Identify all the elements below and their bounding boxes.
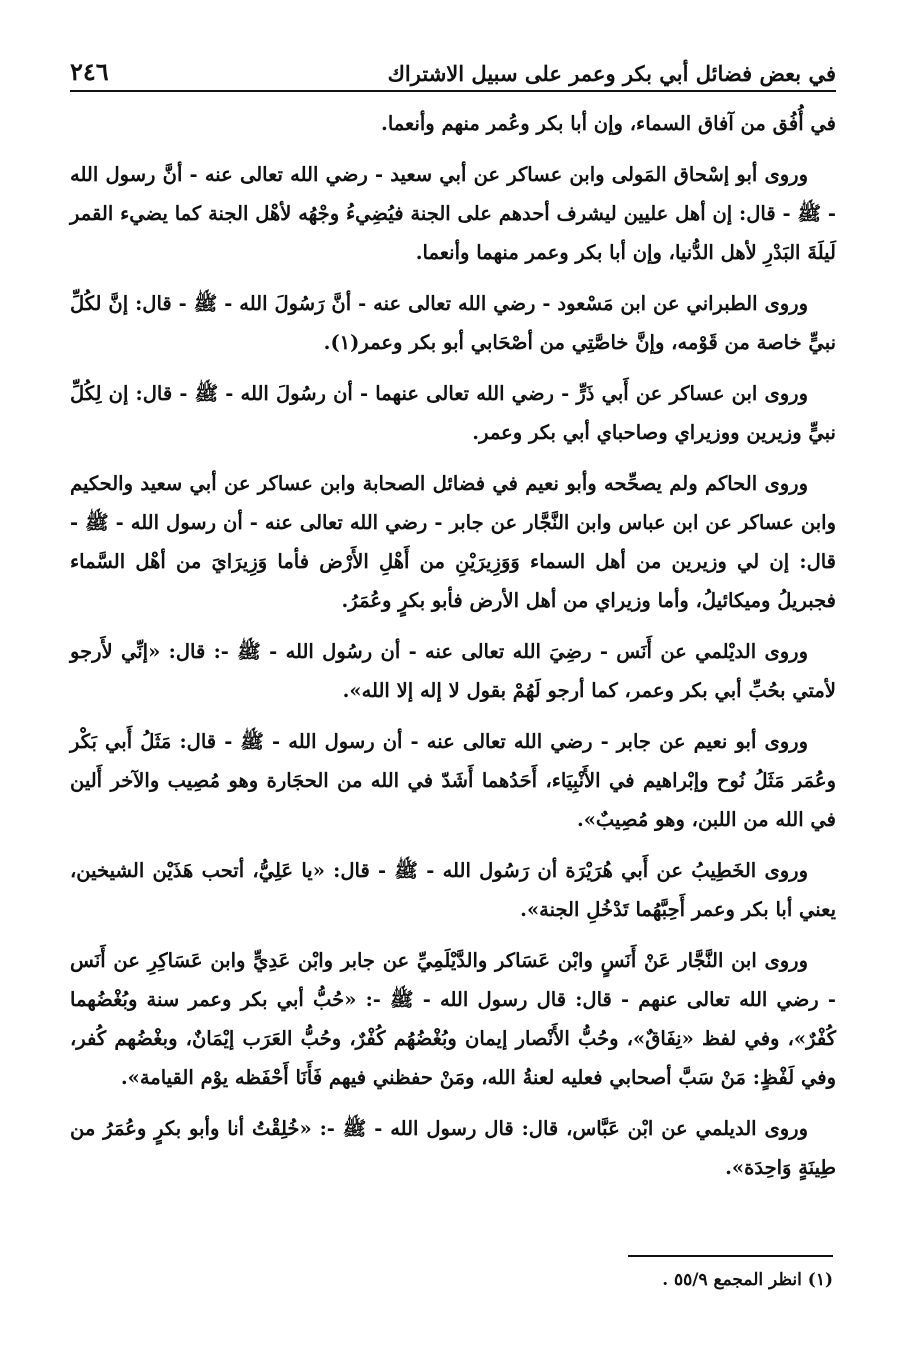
header-title: في بعض فضائل أبي بكر وعمر على سبيل الاشتراك (387, 61, 836, 86)
paragraph: وروى الديلمي عن ابْن عَبَّاس، قال: قال رسول الله - ﷺ -: «خُلِقْتُ أنا وأبو بكرٍ وعُمَرُ من طِينَةٍ وَاحِدَة». (70, 1117, 836, 1179)
main-text (70, 104, 836, 1187)
paragraph: وروى ابن عساكر عن أَبي ذَرٍّ - رضي الله تعالى عنهما - أن رسُولَ الله - ﷺ - قال: إن لِكُلِّ نبيٍّ وزيرين ووزيراي وصاحباي أبي بكر وعمر. (70, 382, 836, 444)
paragraph: وروى الخَطِيبُ عن أَبي هُرَيْرَة أن رَسُول الله - ﷺ - قال: «يا عَلِيُّ، أتحب هَذَيْن الشيخين، يعني أبا بكر وعمر أَحِبَّهُما تَدْخُلِ الجنة». (70, 859, 836, 921)
footnote: (١) انظر المجمع ٥٥/٩ . (662, 1270, 833, 1290)
paragraph: وروى الديْلمي عن أَنَس - رضِيَ الله تعالى عنه - أن رسُول الله - ﷺ -: قال: «إنِّي لأَرجو لأمتي بحُبِّ أبي بكر وعمر، كما أرجو لَهُمْ بقول لا إله إلا الله». (70, 640, 836, 702)
page-number: ٢٤٦ (70, 57, 109, 86)
paragraph: وروى أبو إسْحاق المَولى وابن عساكر عن أبي سعيد - رضي الله تعالى عنه - أنَّ رسول الله - ﷺ - قال: إن أهل عليين ليشرف أحدهم على الجنة فيُضِيءُ وجْهُه لأهْل الجنة كما يضيء القمر لَيلَةَ البَدْرِ لأهل الدُّنيا، وإن أبا بكر وعمر منهما وأنعما. (70, 163, 836, 264)
paragraph: وروى ابن النَّجَّار عَنْ أَنَسٍ وابْن عَسَاكر والدَّيْلَمِيِّ عن جابر وابْن عَدِيٍّ وابن عَسَاكِرِ عن أَنَس - رضي الله تعالى عنهم - قال: قال رسول الله - ﷺ -: «حُبُّ أبي بكر وعمر سنة وبُغْضُهما كُفْرٌ»، وفي لفظ «نِفَاقٌ»، وحُبُّ الأَنْصار إيمان وبُغْضُهُم كُفْرٌ، وحُبُّ العَرَب إيْمَانٌ، وبغْضُهم كُفر، وفي لَفْظٍ: مَنْ سَبَّ أصحابي فعليه لعنةُ الله، ومَنْ حفظني فيهم فَأَنَا أَحْفَظه يوْم القيامة». (70, 949, 836, 1089)
paragraph: وروى الحاكم ولم يصحِّحه وأبو نعيم في فضائل الصحابة وابن عساكر عن أبي سعيد والحكيم وابن عساكر عن ابن عباس وابن النَّجَّار عن جابر - رضي الله تعالى عنه - أن رسول الله - ﷺ - قال: إن لي وزيرين من أهل السماء وَوَزِيرَيْنِ من أَهْلِ الأَرْض فأما وَزِيرَايَ من أهْل السَّماء فجبريلُ وميكائيلُ، وأما وزيراي من أهل الأرض فأبو بكرٍ وعُمَرُ. (70, 472, 836, 612)
paragraph: وروى أبو نعيم عن جابر - رضي الله تعالى عنه - أن رسول الله - ﷺ - قال: مَثَلُ أَبي بَكْر وعُمَر مَثَلُ نُوح وإبْراهيم في الأَنْبِيَاء، أَحَدُهما أَشَدّ في الله من الحجَارة وهو مُصِيب والآخر أَلين في الله من اللبن، وهو مُصِيبٌ». (70, 730, 836, 831)
running-header (70, 40, 836, 92)
paragraph-continuation: في أُفُق من آفاق السماء، وإن أبا بكر وعُمر منهم وأنعما. (381, 112, 836, 135)
footnote-divider (628, 1255, 833, 1257)
paragraph: وروى الطبراني عن ابن مَسْعود - رضي الله تعالى عنه - أنَّ رَسُولَ الله - ﷺ - قال: إنَّ لكُلِّ نبيٍّ خاصة من قَوْمه، وإنَّ خاصَّتِي من أصْحَابي أبو بكر وعمر(١). (70, 292, 836, 354)
